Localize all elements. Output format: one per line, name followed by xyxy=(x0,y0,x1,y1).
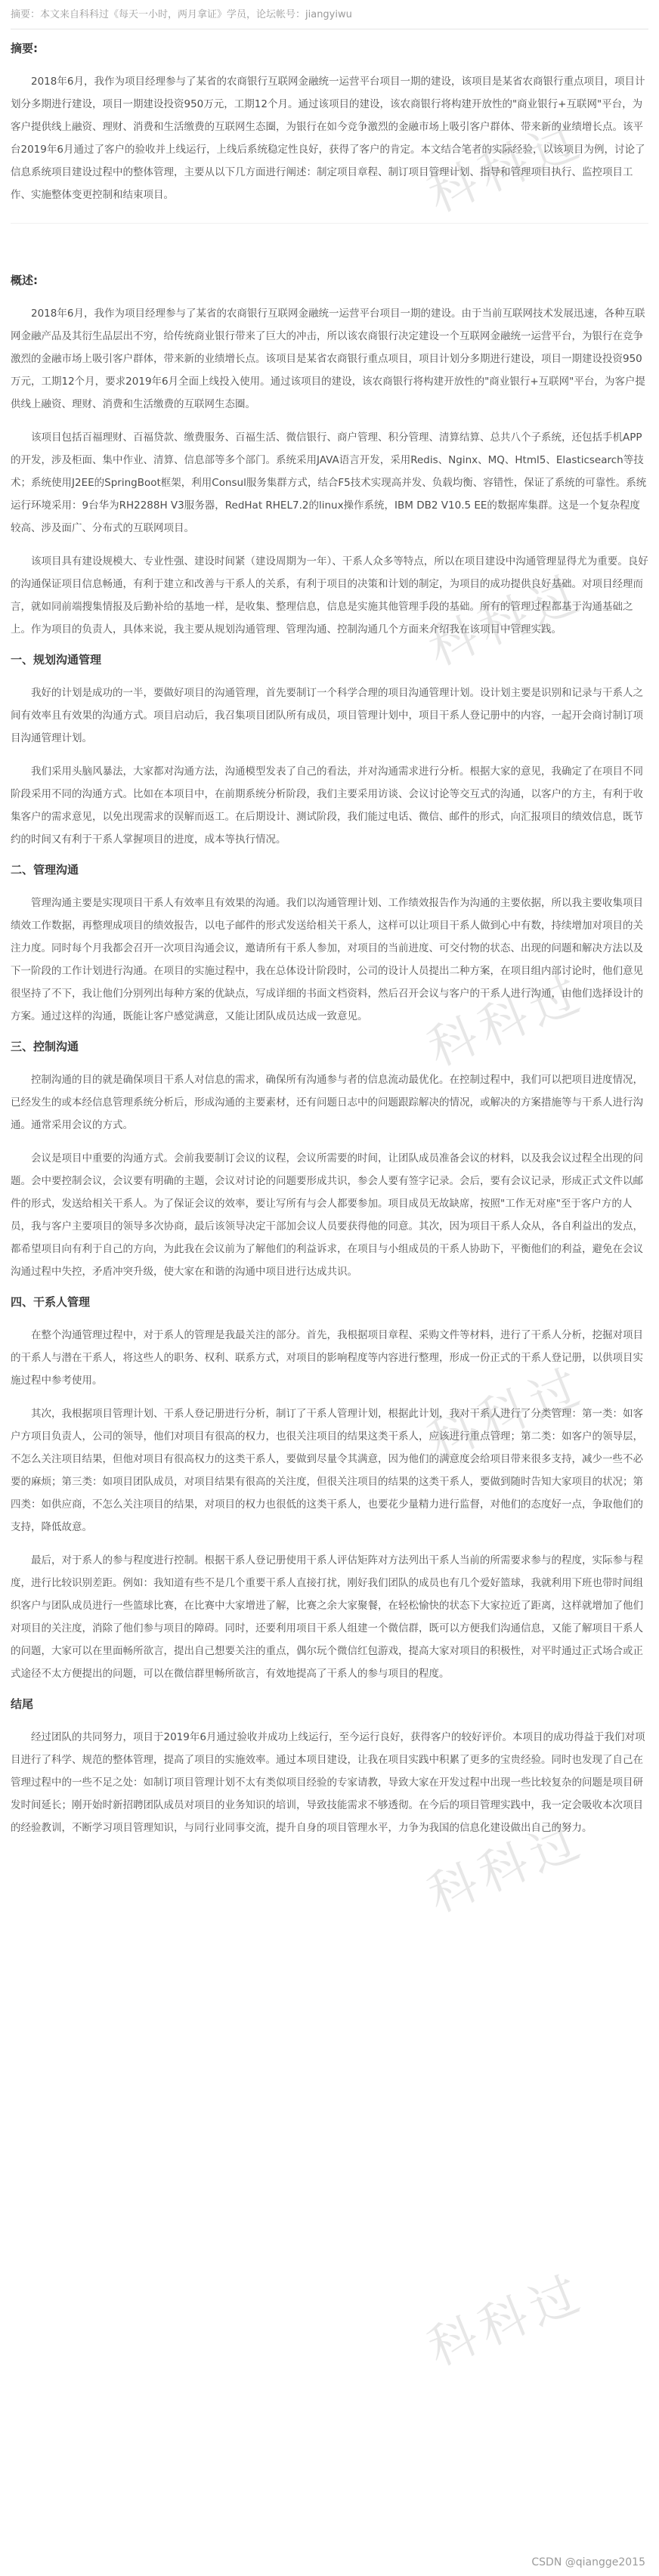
section-manage xyxy=(11,861,648,1028)
section-paragraph: 在整个沟通管理过程中，对于系人的管理是我最关注的部分。首先，我根据项目章程、采购文件等材料，进行了干系人分析，挖掘对项目的干系人与潜在干系人，将这些人的职务、权利、联系方式，对项目的影响程度等内容进行整理，形成一份正式的干系人登记册，以供项目实施过程中参考使用。 xyxy=(11,1329,643,1387)
abstract-section xyxy=(11,40,648,224)
csdn-footer-watermark: CSDN @qiangge2015 xyxy=(531,2556,645,2568)
section-paragraph: 管理沟通主要是实现项目干系人有效率且有效果的沟通。我们以沟通管理计划、工作绩效报告作为沟通的主要依据，所以我主要收集项目绩效工作数据，再整理成项目的绩效报告，以电子邮件的形式发送给相关干系人，这样可以让项目干系人做到心中有数，持续增加对项目的关注力度。同时每个月我都会召开一次项目沟通会议，邀请所有干系人参加，对项目的当前进度、可交付物的状态、出现的问题和解决方法以及下一阶段的工作计划进行沟通。在项目的实施过程中，我在总体设计阶段时，公司的设计人员提出二种方案，在项目组内部讨论时，他们意见很坚持了不下，我让他们分别列出每种方案的优缺点，写成详细的书面文档资料，然后召开会议与客户的干系人进行沟通，由他们选择设计的方案。通过这样的沟通，既能让客户感觉满意，又能让团队成员达成一致意见。 xyxy=(11,897,643,1022)
section-paragraph: 其次，我根据项目管理计划、干系人登记册进行分析，制订了干系人管理计划，根据此计划，我对干系人进行了分类管理：第一类：如客户方项目负责人，公司的领导，他们对项目有很高的权力，也很关注项目的结果这类干系人，应该进行重点管理；第二类：如客户的领导层，不怎么关注项目结果，但他对项目有很高权力的这类干系人，要做到尽量令其满意，因为他们的满意度会给项目带来很多支持，减少一些不必要的麻烦；第三类：如项目团队成员，对项目结果有很高的关注度，但很关注项目的结果的这类干系人，要做到随时告知大家项目的状况；第四类：如供应商，不怎么关注项目的结果，对项目的权力也很低的这类干系人，也要花少量精力进行监督，对他们的态度好一点，争取他们的支持，降低故意。 xyxy=(11,1408,643,1533)
overview-paragraph-1: 2018年6月，我作为项目经理参与了某省的农商银行互联网金融统一运营平台项目一期的建设。由于当前互联网技术发展迅速，各种互联网金融产品及其衍生品层出不穷，给传统商业银行带来了巨大的冲击，所以该农商银行决定建设一个互联网金融统一运营平台，为银行在竞争激烈的金融市场上吸引客户群体，带来新的业绩增长点。该项目是某省农商银行重点项目，项目计划分多期进行建设，项目一期建设投资950万元，工期12个月，要求2019年6月全面上线投入使用。通过该项目的建设，该农商银行将构建开放性的"商业银行+互联网"平台，为客户提供线上融资、理财、消费和生活缴费的互联网生态圈。 xyxy=(11,308,645,410)
conclusion-section xyxy=(11,1696,648,1839)
section-heading: 二、管理沟通 xyxy=(11,863,79,877)
section-paragraph: 我们采用头脑风暴法，大家都对沟通方法，沟通模型发表了自己的看法，并对沟通需求进行分析。根据大家的意见，我确定了在项目不同阶段采用不同的沟通方式。比如在本项目中，在前期系统分析阶段，我们主要采用访谈、会议讨论等交互式的沟通，以客户的方主，有利于收集客户的需求意见，以免出现需求的误解而返工。在后期设计、测试阶段，我们能过电话、微信、邮件的形式，向汇报项目的绩效信息，既节约的时间又有利于干系人掌握项目的进度，成本等执行情况。 xyxy=(11,765,643,846)
section-heading: 三、控制沟通 xyxy=(11,1040,79,1053)
excerpt-line xyxy=(11,8,648,29)
overview-heading: 概述: xyxy=(11,274,38,287)
watermark-logo: 科科过 xyxy=(420,564,593,678)
section-heading: 四、干系人管理 xyxy=(11,1295,91,1309)
section-paragraph: 最后，对于系人的参与程度进行控制。根据干系人登记册使用干系人评估矩阵对方法列出干系人当前的所需要求参与的程度，实际参与程度，进行比较识别差距。例如：我知道有些不是几个重要干系人直接打扰，刚好我们团队的成员也有几个爱好篮球，我就利用下班也带时间组织客户与团队成员进行一些篮球比赛，在比赛中大家增进了解，比赛之余大家聚餐，在轻松愉快的状态下大家拉近了距离，这样就增加了他们对项目的关注度，消除了他们参与项目的障碍。同时，还要利用项目干系人组建一个微信群，既可以方便我们沟通信息，又能了解项目干系人的问题，大家可以在里面畅所欲言，提出自己想要关注的重点，偶尔玩个微信红包游戏，提高大家对项目的积极性，对平时通过正式场合或正式途径不太方便提出的问题，可以在微信群里畅所欲言，有效地提高了干系人的参与项目的程度。 xyxy=(11,1554,643,1680)
excerpt-text: 摘要：本文来自科科过《每天一小时，两月拿证》学员，论坛帐号：jiangyiwu xyxy=(11,9,352,20)
section-paragraph: 会议是项目中重要的沟通方式。会前我要制订会议的议程，会议所需要的时间，让团队成员准备会议的材料，以及我会议过程全出现的问题。会中要控制会议，会议要有明确的主题，会议对讨论的问题要形成共识，参会人要有签字记录。会后，要有会议记录，形成正式文件以邮件的形式，发送给相关干系人。为了保证会议的效率，要让写所有与会人都要参加。项目成员无故缺席，按照"工作无对座"至于客户方的人员，我与客户主要项目的领导多次协商，最后该领导决定干部加会议人员要获得他的同意。其次，因为项目干系人众从，各自利益出的发点，都希望项目向有利于自己的方向，为此我在会议前为了解他们的利益诉求，在项目与小组成员的干系人协助下，平衡他们的利益，避免在会议沟通过程中失控，矛盾冲突升级，使大家在和谐的沟通中项目进行达成共识。 xyxy=(11,1152,643,1278)
conclusion-paragraph: 经过团队的共同努力，项目于2019年6月通过验收并成功上线运行，至今运行良好，获得客户的较好评价。本项目的成功得益于我们对项目进行了科学、规范的整体管理，提高了项目的实施效率。通过本项目建设，让我在项目实践中积累了更多的宝贵经验。同时也发现了自己在管理过程中的一些不足之处：如制订项目管理计划不太有类似项目经验的专家请教，导致大家在开发过程中出现一些比较复杂的问题是项目研发时间延长；刚开始时新招聘团队成员对项目的业务知识的培训，导致技能需求不够透彻。在今后的项目管理实践中，我一定会吸收本次项目的经验教训，不断学习项目管理知识，与同行业同事交流，提升自身的项目管理水平，力争为我国的信息化建设做出自己的努力。 xyxy=(11,1731,645,1834)
section-control xyxy=(11,1038,648,1283)
watermark-logo: 科科过 xyxy=(420,2264,593,2378)
conclusion-heading: 结尾 xyxy=(11,1697,34,1711)
watermark-logo: 科科过 xyxy=(420,964,593,1078)
overview-paragraph-3: 该项目具有建设规模大、专业性强、建设时间紧（建设周期为一年）、干系人众多等特点，所以在项目建设中沟通管理显得尤为重要。良好的沟通保证项目信息畅通，有利于建立和改善与干系人的关系，有利于项目的决策和计划的制定，为项目的成功提供良好基础。对项目经理而言，就如同前端搜集情报及后勤补给的基地一样，是收集、整理信息，信息是实施其他管理手段的基础。所有的管理过程都基于沟通基础之上。作为项目的负责人，具体来说，我主要从规划沟通管理、管理沟通、控制沟通几个方面来介绍我在该项目中管理实践。 xyxy=(11,555,648,635)
section-paragraph: 我好的计划是成功的一半，要做好项目的沟通管理，首先要制订一个科学合理的项目沟通管理计划。设计划主要是识别和记录与干系人之间有效率且有效果的沟通方式。项目启动后，我召集项目团队所有成员，项目管理计划中，项目干系人登记册中的内容，一起开会商讨制订项目沟通管理计划。 xyxy=(11,687,643,744)
watermark-logo: 科科过 xyxy=(420,1811,593,1925)
spacer xyxy=(11,236,648,267)
section-heading: 一、规划沟通管理 xyxy=(11,653,102,666)
section-planning xyxy=(11,651,648,851)
section-paragraph: 控制沟通的目的就是确保项目干系人对信息的需求，确保所有沟通参与者的信息流动最优化。在控制过程中，我们可以把项目进度情况，已经发生的或本经信息管理系统分析后，形成沟通的主要素材，还有问题日志中的问题跟踪解决的情况，或解决的方案措施等与干系人进行沟通。通常采用会议的方式。 xyxy=(11,1074,643,1131)
watermark-logo: 科科过 xyxy=(420,110,593,224)
overview-section xyxy=(11,272,648,641)
section-stakeholders xyxy=(11,1294,648,1685)
overview-paragraph-2: 该项目包括百福理财、百福贷款、缴费服务、百福生活、微信银行、商户管理、积分管理、清算结算、总共八个子系统，还包括手机APP的开发，涉及柜面、集中作业、清算、信息部等多个部门。系统采用JAVA语言开发，采用Redis、Nginx、MQ、Html5、Elasticsearch等技术；系统使用J2EE的SpringBoot框架，利用Consul服务集群方式，结合F5技术实现高并发、负载均衡、容错性，保证了系统的可靠性。系统运行环境采用：9台华为RH2288H V3服务器，RedHat RHEL7.2的linux操作系统，IBM DB2 V10.5 EE的数据库集群。这是一个复杂程度较高、涉及面广、分布式的互联网项目。 xyxy=(11,431,647,534)
abstract-heading: 摘要: xyxy=(11,42,38,55)
watermark-logo: 科科过 xyxy=(420,1357,593,1471)
abstract-paragraph: 2018年6月，我作为项目经理参与了某省的农商银行互联网金融统一运营平台项目一期的建设，该项目是某省农商银行重点项目，项目计划分多期进行建设，项目一期建设投资950万元，工期12个月。通过该项目的建设，该农商银行将构建开放性的"商业银行+互联网"平台，为客户提供线上融资、理财、消费和生活缴费的互联网生态圈，为银行在如今竞争激烈的金融市场上吸引客户群体、带来新的业绩增长点。该平台2019年6月通过了客户的验收并上线运行，上线后系统稳定性良好，获得了客户的肯定。本文结合笔者的实际经验，以该项目为例，讨论了信息系统项目建设过程中的整体管理，主要从以下几方面进行阐述：制定项目章程、制订项目管理计划、指导和管理项目执行、监控项目工作、实施整体变更控制和结束项目。 xyxy=(11,76,645,201)
